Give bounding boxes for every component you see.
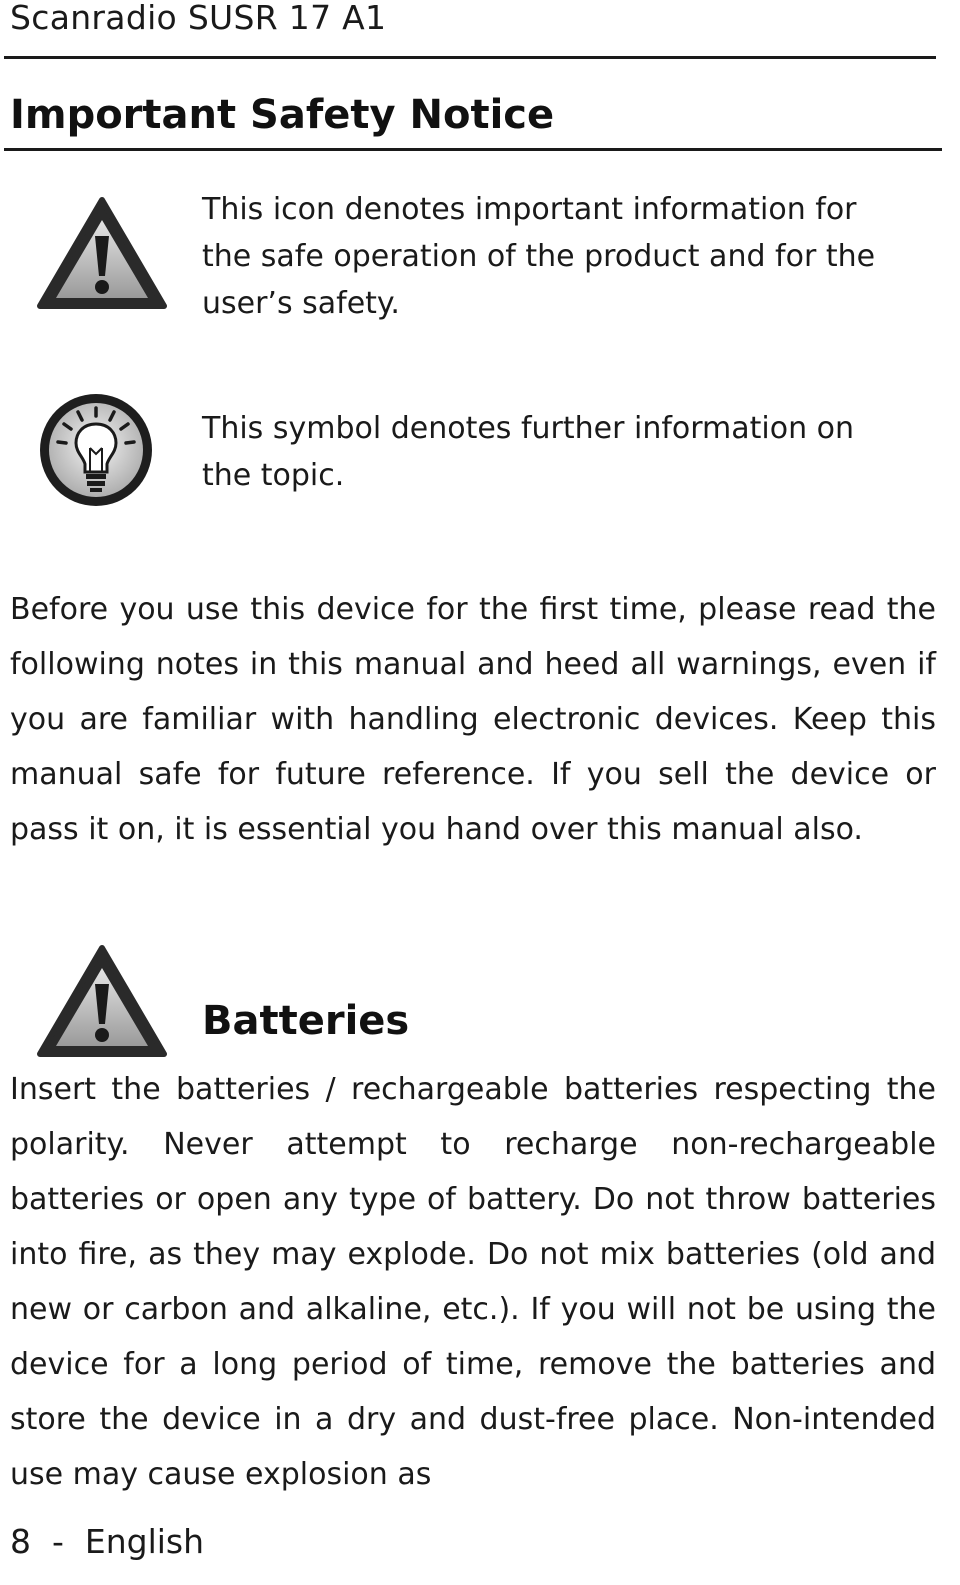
notice-text-important: This icon denotes important information for the safe operation of the product and for the user’s safety. [202,192,876,321]
title-rule [4,148,942,151]
intro-paragraph: Before you use this device for the first time, please read the following notes in this manual and heed all warnings, even if you are familiar with handling electronic devices. Keep this manual safe for future reference. If you sell the device or pass it on, it is essential you hand over this manual also. [10,592,936,847]
warning-triangle-icon [36,196,168,312]
batteries-paragraph: Insert the batteries / rechargeable batteries respecting the polarity. Never attempt to recharge non-rechargeable batteries or open any type of battery. Do not throw batteries into fire, as they may explode. Do not mix batteries (old and new or carbon and alkaline, etc.). If you will not be using the device for a long period of time, remove the batteries and store the device in a dry and dust-free place. Non-intended use may cause explosion as [10,1072,936,1492]
page-footer: 8 - English [10,1522,205,1561]
batteries-warning-icon [36,944,168,1060]
header-rule [4,56,936,59]
batteries-heading: Batteries [202,998,410,1044]
notice-text-info: This symbol denotes further information on the topic. [202,411,855,493]
running-header: Scanradio SUSR 17 A1 [10,0,387,37]
section-title: Important Safety Notice [10,92,555,138]
lightbulb-info-icon [34,388,158,512]
